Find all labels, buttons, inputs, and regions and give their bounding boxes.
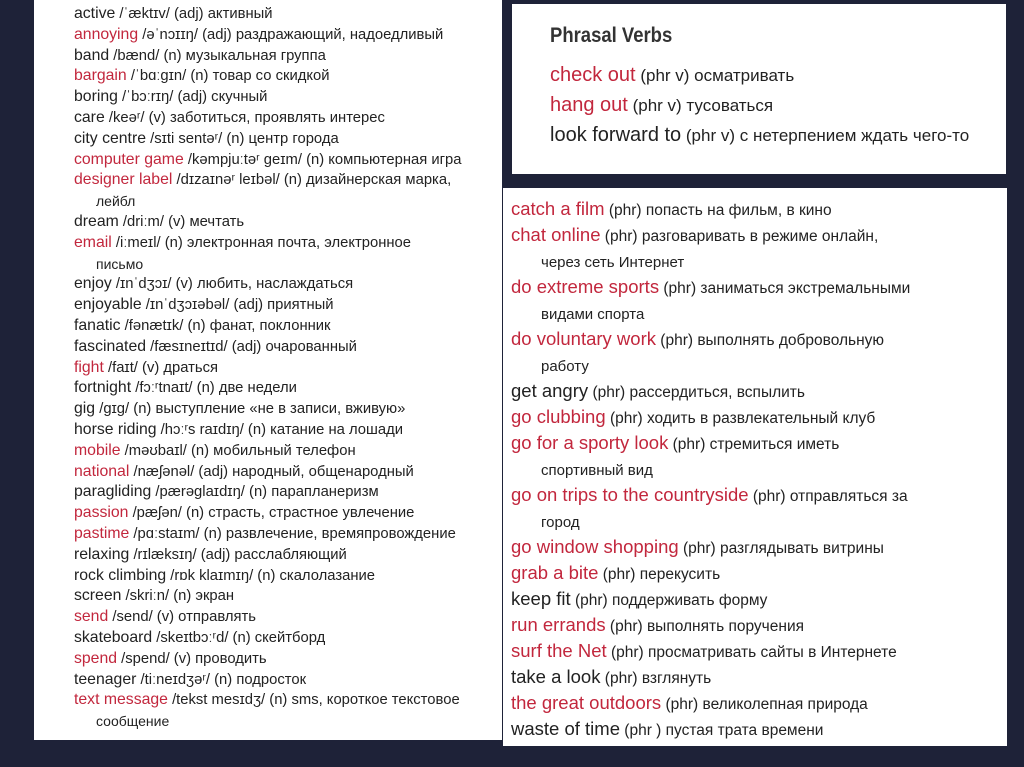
vocabulary-entry xyxy=(74,441,502,462)
entry-definition: /ˈæktɪv/ (adj) активный xyxy=(115,6,273,22)
vocabulary-entry xyxy=(74,295,502,316)
vocabulary-entry xyxy=(511,560,1001,586)
vocabulary-entry xyxy=(74,378,502,399)
entry-definition: /tiːneɪdʒəʳ/ (n) подросток xyxy=(136,671,307,688)
vocabulary-entry xyxy=(74,503,502,524)
entry-term: look forward to xyxy=(550,124,682,146)
entry-definition: /məʊbaɪl/ (n) мобильный телефон xyxy=(120,442,356,459)
entry-definition-continued: город xyxy=(541,514,580,531)
entry-definition: /driːm/ (v) мечтать xyxy=(118,213,245,230)
vocabulary-entry xyxy=(74,462,502,483)
entry-term: relaxing xyxy=(74,545,130,563)
entry-term: email xyxy=(74,233,112,251)
entry-term: spend xyxy=(74,649,118,667)
vocabulary-entry xyxy=(511,326,1001,378)
vocabulary-entry xyxy=(74,670,502,691)
entry-term: skateboard xyxy=(74,628,153,646)
entry-term: enjoy xyxy=(74,275,112,293)
entry-definition: (phr ) пустая трата времени xyxy=(620,722,824,739)
entry-definition: (phr) выполнять поручения xyxy=(605,618,804,635)
entry-definition: /spend/ (v) проводить xyxy=(117,650,267,667)
vocabulary-entry xyxy=(74,274,502,295)
vocabulary-entry xyxy=(74,316,502,337)
entry-definition: /dɪzaɪnəʳ leɪbəl/ (n) дизайнерская марка, xyxy=(172,172,452,189)
entry-term: do extreme sports xyxy=(511,276,660,297)
vocabulary-entry xyxy=(550,90,1000,120)
entry-definition-continued: письмо xyxy=(96,255,144,272)
entry-term: rock climbing xyxy=(74,566,167,584)
vocabulary-entry xyxy=(74,545,502,566)
entry-definition: (phr) перекусить xyxy=(598,566,721,583)
entry-term: band xyxy=(74,46,110,64)
phrasal-verbs-list xyxy=(550,60,1000,150)
entry-term: go for a sporty look xyxy=(511,432,669,453)
entry-term: national xyxy=(74,462,130,480)
entry-definition: /pɑːstaɪm/ (n) развлечение, времяпровождение xyxy=(129,525,456,542)
entry-term: check out xyxy=(550,64,636,86)
vocabulary-entry xyxy=(74,25,502,46)
entry-definition: /send/ (v) отправлять xyxy=(108,609,256,626)
entry-term: city centre xyxy=(74,129,146,147)
entry-definition: (phr) попасть на фильм, в кино xyxy=(604,202,832,219)
vocabulary-entry xyxy=(511,222,1001,274)
vocabulary-entry xyxy=(74,358,502,379)
vocabulary-entry xyxy=(74,690,502,732)
entry-term: dream xyxy=(74,212,119,230)
entry-term: screen xyxy=(74,587,122,605)
entry-term: keep fit xyxy=(511,588,571,609)
entry-definition: /ɪnˈdʒɔɪ/ (v) любить, наслаждаться xyxy=(111,276,354,293)
entry-definition: (phr) взглянуть xyxy=(600,670,712,687)
entry-term: fanatic xyxy=(74,316,121,334)
vocabulary-entry xyxy=(74,607,502,628)
vocabulary-entry xyxy=(74,46,502,67)
entry-definition-continued: видами спорта xyxy=(541,306,645,323)
phrases-list xyxy=(511,196,1001,742)
entry-definition-continued: спортивный вид xyxy=(541,462,653,479)
vocabulary-entry xyxy=(550,120,1000,150)
vocabulary-entry xyxy=(74,233,502,275)
vocabulary-entry xyxy=(511,482,1001,534)
entry-term: send xyxy=(74,608,109,626)
vocabulary-entry xyxy=(511,716,1001,742)
entry-term: teenager xyxy=(74,670,137,688)
entry-definition: /iːmeɪl/ (n) электронная почта, электронное xyxy=(111,234,412,251)
entry-term: the great outdoors xyxy=(511,692,662,713)
vocabulary-entry xyxy=(511,534,1001,560)
vocabulary-entry xyxy=(74,4,502,25)
entry-term: do voluntary work xyxy=(511,328,656,349)
entry-term: paragliding xyxy=(74,483,152,501)
entry-definition: /pærəɡlaɪdɪŋ/ (n) парапланеризм xyxy=(151,484,379,501)
entry-term: go window shopping xyxy=(511,536,679,557)
entry-term: surf the Net xyxy=(511,640,607,661)
entry-definition: /ˈbɔːrɪŋ/ (adj) скучный xyxy=(117,89,268,106)
entry-term: grab a bite xyxy=(511,562,599,583)
entry-term: horse riding xyxy=(74,420,157,438)
entry-term: take a look xyxy=(511,666,601,687)
entry-definition: /bænd/ (n) музыкальная группа xyxy=(109,47,326,64)
vocabulary-entry xyxy=(74,87,502,108)
entry-term: text message xyxy=(74,691,168,709)
vocabulary-entry xyxy=(74,108,502,129)
vocabulary-entry xyxy=(74,628,502,649)
vocabulary-entry xyxy=(74,337,502,358)
entry-definition: (phr v) тусоваться xyxy=(627,96,774,115)
vocabulary-entry xyxy=(74,649,502,670)
entry-definition: /əˈnɔɪɪŋ/ (adj) раздражающий, надоедливый xyxy=(138,26,444,43)
vocabulary-entry xyxy=(511,612,1001,638)
entry-definition: /rɒk klaɪmɪŋ/ (n) скалолазание xyxy=(166,567,376,584)
entry-definition-continued: сообщение xyxy=(96,713,170,730)
vocabulary-entry xyxy=(511,404,1001,430)
entry-term: fortnight xyxy=(74,379,132,397)
vocabulary-entry xyxy=(74,524,502,545)
vocabulary-entry xyxy=(74,482,502,503)
entry-term: gig xyxy=(74,400,96,418)
phrasal-verbs-title: Phrasal Verbs xyxy=(550,24,673,47)
entry-definition: /faɪt/ (v) драться xyxy=(103,359,219,376)
entry-term: get angry xyxy=(511,380,589,401)
entry-definition: (phr) стремиться иметь xyxy=(668,436,840,453)
entry-term: designer label xyxy=(74,171,173,189)
entry-term: mobile xyxy=(74,441,121,459)
entry-term: computer game xyxy=(74,150,184,168)
vocabulary-entry xyxy=(511,586,1001,612)
vocabulary-entry xyxy=(74,170,502,212)
phrases-panel-right xyxy=(503,188,1007,746)
vocabulary-entry xyxy=(511,664,1001,690)
entry-definition: /rɪlæksɪŋ/ (adj) расслабляющий xyxy=(129,546,347,563)
vocabulary-entry xyxy=(511,274,1001,326)
entry-definition: /ɪnˈdʒɔɪəbəl/ (adj) приятный xyxy=(141,297,334,314)
entry-term: active xyxy=(74,5,116,22)
vocabulary-entry xyxy=(511,378,1001,404)
entry-definition: /fɔːʳtnaɪt/ (n) две недели xyxy=(131,380,297,397)
entry-definition: (phr) разговаривать в режиме онлайн, xyxy=(600,228,879,245)
entry-definition-continued: лейбл xyxy=(96,193,136,210)
entry-term: care xyxy=(74,108,105,126)
vocabulary-entry xyxy=(511,196,1001,222)
entry-definition: /keəʳ/ (v) заботиться, проявлять интерес xyxy=(104,109,385,126)
entry-definition: (phr) просматривать сайты в Интернете xyxy=(606,644,897,661)
entry-definition: /hɔːʳs raɪdɪŋ/ (n) катание на лошади xyxy=(156,421,403,438)
entry-term: go on trips to the countryside xyxy=(511,484,749,505)
entry-definition: (phr) заниматься экстремальными xyxy=(659,280,911,297)
entry-definition: /ɡɪɡ/ (n) выступление «не в записи, вживую» xyxy=(95,401,406,418)
vocabulary-entry xyxy=(74,399,502,420)
vocabulary-entry xyxy=(74,566,502,587)
vocabulary-entry xyxy=(74,129,502,150)
vocabulary-entry xyxy=(74,66,502,87)
vocabulary-entry xyxy=(74,212,502,233)
entry-definition-continued: работу xyxy=(541,358,589,375)
entry-definition: (phr) выполнять добровольную xyxy=(655,332,885,349)
entry-definition: /sɪti sentəʳ/ (n) центр города xyxy=(146,130,339,147)
entry-term: run errands xyxy=(511,614,606,635)
entry-definition: (phr) отправляться за xyxy=(748,488,908,505)
vocabulary-entry xyxy=(511,638,1001,664)
entry-definition: /ˈbɑːɡɪn/ (n) товар со скидкой xyxy=(126,68,330,85)
entry-definition: (phr) разглядывать витрины xyxy=(678,540,884,557)
entry-term: catch a film xyxy=(511,198,605,219)
entry-definition: /næʃənəl/ (adj) народный, общенародный xyxy=(129,463,414,480)
vocabulary-entry xyxy=(511,430,1001,482)
entry-definition: (phr v) с нетерпением ждать чего-то xyxy=(681,126,970,145)
entry-definition: (phr) ходить в развлекательный клуб xyxy=(605,410,876,427)
entry-definition: /pæʃən/ (n) страсть, страстное увлечение xyxy=(128,505,415,522)
entry-term: hang out xyxy=(550,94,628,116)
entry-term: boring xyxy=(74,88,118,106)
entry-term: fight xyxy=(74,358,104,376)
entry-term: fascinated xyxy=(74,337,147,355)
vocabulary-panel-left xyxy=(34,0,502,740)
entry-definition: /kəmpjuːtəʳ ɡeɪm/ (n) компьютерная игра xyxy=(183,151,462,168)
entry-definition: (phr) поддерживать форму xyxy=(570,592,768,609)
vocabulary-entry xyxy=(74,586,502,607)
entry-term: waste of time xyxy=(511,718,620,739)
entry-definition: /tekst mesɪdʒ/ (n) sms, короткое текстовое xyxy=(167,692,460,709)
entry-definition: (phr v) осматривать xyxy=(635,66,795,85)
entry-definition: /fæsɪneɪtɪd/ (adj) очарованный xyxy=(146,338,357,355)
entry-definition: /fənætɪk/ (n) фанат, поклонник xyxy=(120,317,331,334)
entry-definition: /skriːn/ (n) экран xyxy=(121,588,235,605)
vocabulary-entry xyxy=(74,150,502,171)
entry-term: pastime xyxy=(74,524,130,542)
entry-definition: (phr) рассердиться, вспылить xyxy=(588,384,805,401)
vocabulary-entry xyxy=(74,420,502,441)
entry-term: annoying xyxy=(74,25,139,43)
entry-term: go clubbing xyxy=(511,406,606,427)
entry-definition: /skeɪtbɔːʳd/ (n) скейтборд xyxy=(152,629,326,646)
vocabulary-list xyxy=(74,4,502,732)
phrasal-verbs-panel xyxy=(512,4,1006,174)
vocabulary-entry xyxy=(511,690,1001,716)
entry-term: enjoyable xyxy=(74,296,142,314)
entry-term: chat online xyxy=(511,224,601,245)
entry-term: passion xyxy=(74,504,129,522)
entry-definition-continued: через сеть Интернет xyxy=(541,254,685,271)
entry-definition: (phr) великолепная природа xyxy=(661,696,868,713)
vocabulary-entry xyxy=(550,60,1000,90)
entry-term: bargain xyxy=(74,67,127,85)
